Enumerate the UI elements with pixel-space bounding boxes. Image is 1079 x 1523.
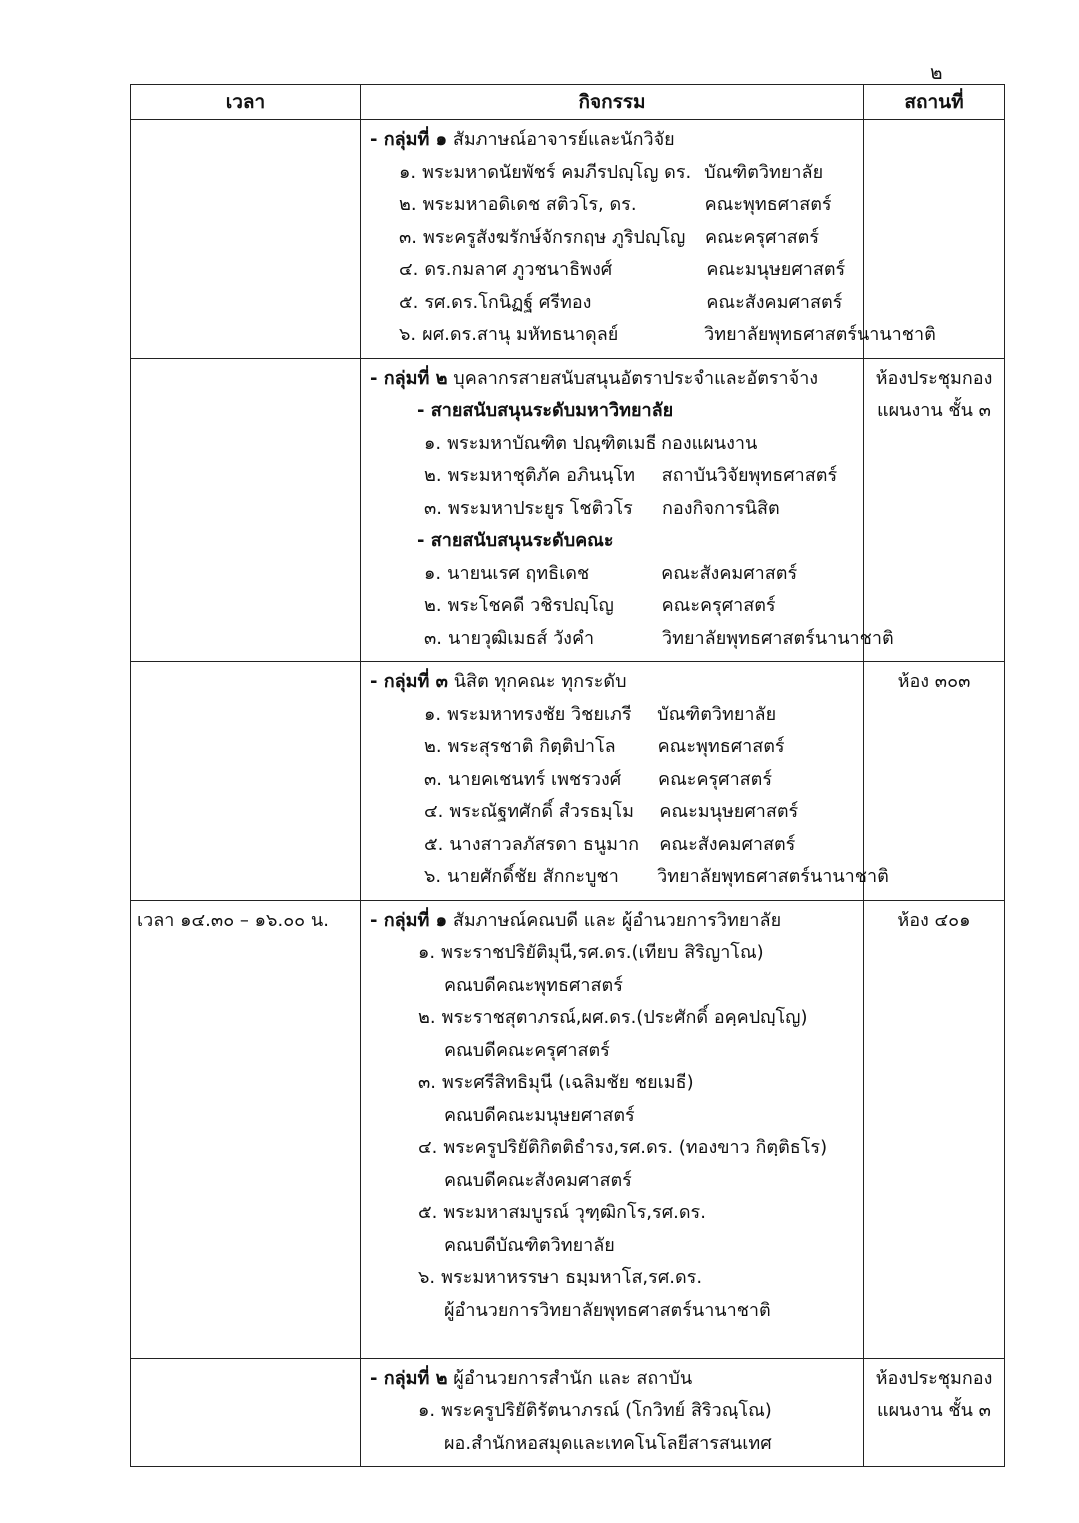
item-org: วิทยาลัยพุทธศาสตร์นานาชาติ	[704, 324, 936, 345]
subgroup-heading: - สายสนับสนุนระดับคณะ	[417, 530, 614, 551]
item-role: คณบดีคณะมนุษยศาสตร์	[444, 1104, 635, 1126]
list-item	[367, 189, 857, 222]
item-number: ๓.	[424, 497, 443, 519]
list-item	[367, 796, 857, 829]
place-line: แผนงาน ชั้น ๓	[877, 1400, 991, 1421]
activity-cell	[361, 120, 936, 359]
item-number: ๑.	[424, 432, 442, 454]
item-number: ๖.	[399, 324, 417, 345]
time-cell	[131, 662, 361, 901]
item-role: ผอ.สำนักหอสมุดและเทคโนโลยีสารสนเทศ	[444, 1432, 772, 1454]
group-label: - กลุ่มที่ ๒	[370, 367, 448, 389]
item-number: ๕.	[399, 291, 419, 313]
subgroup-heading: - สายสนับสนุนระดับมหาวิทยาลัย	[417, 400, 674, 421]
page-number: ๒	[930, 62, 943, 84]
item-org: คณะครุศาสตร์	[658, 768, 773, 790]
header-place: สถานที่	[864, 85, 1005, 120]
item-role: คณบดีคณะสังคมศาสตร์	[444, 1169, 632, 1191]
item-name: พระมหาชุติภัค อภินนฺโท	[447, 465, 635, 486]
activity-cell	[361, 900, 864, 1358]
place-cell	[864, 358, 1005, 662]
item-number: ๒.	[418, 1007, 436, 1028]
place-cell	[864, 900, 1005, 1358]
group-heading	[367, 905, 857, 938]
time-cell	[131, 358, 361, 662]
list-item	[367, 319, 936, 352]
table-row	[131, 1358, 1005, 1467]
item-name: นายนเรศ ฤทธิเดช	[447, 562, 590, 584]
group-heading	[367, 124, 857, 157]
item-number: ๖.	[424, 866, 442, 887]
item-org: คณะครุศาสตร์	[661, 595, 776, 616]
group-title: สัมภาษณ์คณบดี และ ผู้อำนวยการวิทยาลัย	[452, 909, 782, 931]
item-org: วิทยาลัยพุทธศาสตร์นานาชาติ	[662, 627, 894, 649]
table-row	[131, 900, 1005, 1358]
item-number: ๓.	[399, 226, 418, 248]
item-number: ๒.	[424, 736, 442, 757]
item-name: พระศรีสิทธิมุนี (เฉลิมชัย ชยเมธี)	[442, 1072, 694, 1093]
place-line: ห้องประชุมกอง	[875, 1367, 993, 1389]
item-number: ๔.	[399, 259, 419, 280]
item-name: พระมหาทรงชัย วิชยเภรี	[447, 703, 632, 725]
list-item	[367, 1067, 857, 1100]
item-name: นายวุฒิเมธส์ วังคำ	[448, 627, 595, 649]
group-label: - กลุ่มที่ ๑	[370, 129, 448, 150]
item-org: คณะมนุษยศาสตร์	[706, 259, 846, 280]
item-org: บัณฑิตวิทยาลัย	[704, 161, 824, 183]
group-heading	[367, 1363, 857, 1396]
item-org: คณะพุทธศาสตร์	[704, 194, 832, 215]
item-number: ๕.	[418, 1202, 438, 1223]
item-number: ๔.	[424, 801, 444, 822]
table-header-row	[131, 85, 1005, 120]
activity-cell	[361, 662, 889, 901]
list-item	[367, 731, 857, 764]
item-number: ๓.	[424, 768, 443, 790]
list-item	[367, 287, 857, 320]
list-item	[367, 861, 889, 894]
group-label: - กลุ่มที่ ๓	[370, 671, 448, 692]
list-item	[367, 623, 894, 656]
item-role: คณบดีคณะพุทธศาสตร์	[444, 974, 623, 996]
item-role: คณบดีบัณฑิตวิทยาลัย	[444, 1234, 615, 1256]
list-item	[367, 157, 857, 190]
list-item	[367, 1262, 857, 1295]
place-text: ห้อง ๓๐๓	[897, 671, 971, 692]
item-name: นายศักดิ์ชัย สักกะบูชา	[447, 866, 619, 887]
item-org: คณะสังคมศาสตร์	[661, 562, 798, 584]
item-name: พระครูปริยัติกิตติธำรง,รศ.ดร. (ทองขาว กิตฺติธโร)	[443, 1137, 828, 1158]
group-heading	[367, 363, 857, 396]
list-item	[367, 1132, 857, 1165]
header-activity: กิจกรรม	[361, 85, 864, 120]
item-name: พระมหาสมบูรณ์ วุฑฺฒิกโร,รศ.ดร.	[443, 1202, 706, 1223]
list-item	[367, 829, 857, 862]
list-item	[367, 699, 857, 732]
item-number: ๒.	[424, 595, 442, 616]
item-number: ๓.	[418, 1072, 437, 1093]
item-role: คณบดีคณะครุศาสตร์	[444, 1039, 610, 1061]
time-cell	[131, 900, 361, 1358]
time-text: เวลา ๑๔.๓๐ – ๑๖.๐๐ น.	[137, 909, 329, 931]
list-item	[367, 937, 857, 970]
item-org: กองกิจการนิสิต	[662, 497, 780, 519]
item-name: พระโชคดี วชิรปญฺโญ	[447, 595, 614, 616]
table-row	[131, 120, 1005, 359]
activity-cell	[361, 1358, 864, 1467]
header-time: เวลา	[131, 85, 361, 120]
place-text: ห้อง ๔๐๑	[897, 909, 971, 931]
place-line: ห้องประชุมกอง	[875, 367, 993, 389]
item-number: ๑.	[418, 942, 436, 963]
list-item	[367, 1395, 857, 1428]
item-org: วิทยาลัยพุทธศาสตร์นานาชาติ	[657, 866, 889, 887]
table-row	[131, 662, 1005, 901]
item-name: พระราชสุตาภรณ์,ผศ.ดร.(ประศักดิ์ อคฺคปญฺโญ)	[441, 1007, 808, 1028]
item-org: คณะมนุษยศาสตร์	[659, 801, 799, 822]
item-name: พระครูสังฆรักษ์จักรกฤษ ภูริปญฺโญ	[423, 226, 686, 248]
group-title: บุคลากรสายสนับสนุนอัตราประจำและอัตราจ้าง	[453, 367, 819, 389]
group-heading	[367, 666, 857, 699]
item-name: พระมหาประยูร โชติวโร	[448, 497, 633, 519]
item-org: คณะสังคมศาสตร์	[659, 833, 796, 855]
item-role: ผู้อำนวยการวิทยาลัยพุทธศาสตร์นานาชาติ	[444, 1299, 771, 1321]
item-org: สถาบันวิจัยพุทธศาสตร์	[661, 465, 838, 486]
list-item	[367, 1197, 857, 1230]
list-item	[367, 222, 857, 255]
list-item	[367, 764, 857, 797]
item-name: พระมหาบัณฑิต ปณฺฑิตเมธี	[447, 432, 657, 454]
item-number: ๔.	[418, 1137, 438, 1158]
list-item	[367, 590, 857, 623]
item-number: ๒.	[424, 465, 442, 486]
item-name: พระมหาดนัยพัชร์ คมภีรปญฺโญ ดร.	[422, 161, 692, 183]
list-item	[367, 254, 857, 287]
item-number: ๕.	[424, 833, 444, 855]
item-number: ๖.	[418, 1267, 436, 1288]
item-number: ๒.	[399, 194, 417, 215]
item-name: พระครูปริยัติรัตนาภรณ์ (โกวิทย์ สิริวณฺโณ)	[441, 1400, 772, 1421]
list-item	[367, 493, 857, 526]
item-name: พระสุรชาติ กิตฺติปาโล	[447, 736, 616, 757]
item-org: คณะครุศาสตร์	[705, 226, 820, 248]
group-label: - กลุ่มที่ ๑	[370, 909, 448, 931]
item-name: พระมหาอดิเดช สติวโร, ดร.	[422, 194, 637, 215]
group-title: สัมภาษณ์อาจารย์และนักวิจัย	[452, 129, 675, 150]
item-number: ๓.	[424, 627, 443, 649]
time-cell	[131, 1358, 361, 1467]
item-name: พระมหาหรรษา ธมฺมหาโส,รศ.ดร.	[441, 1267, 703, 1288]
item-name: พระณัฐทศักดิ์ สํวรธมฺโม	[449, 801, 634, 822]
item-org: กองแผนงาน	[661, 432, 758, 454]
group-title: นิสิต ทุกคณะ ทุกระดับ	[453, 671, 627, 692]
table-row	[131, 358, 1005, 662]
group-title: ผู้อำนวยการสำนัก และ สถาบัน	[453, 1367, 693, 1389]
item-name: ผศ.ดร.สานุ มหัทธนาดุลย์	[422, 324, 619, 345]
activity-cell	[361, 358, 894, 662]
item-name: นายคเชนทร์ เพชรวงศ์	[448, 768, 622, 790]
list-item	[367, 558, 857, 591]
item-name: นางสาวลภัสรดา ธนูมาก	[449, 833, 639, 855]
item-org: คณะพุทธศาสตร์	[657, 736, 785, 757]
item-number: ๑.	[418, 1400, 436, 1421]
place-line: แผนงาน ชั้น ๓	[877, 400, 991, 421]
list-item	[367, 1002, 857, 1035]
schedule-table	[130, 84, 1005, 1467]
item-org: บัณฑิตวิทยาลัย	[657, 703, 777, 725]
item-name: รศ.ดร.โกนิฏฐ์ ศรีทอง	[424, 291, 592, 313]
list-item	[367, 428, 857, 461]
time-cell	[131, 120, 361, 359]
item-name: ดร.กมลาศ ภูวชนาธิพงศ์	[424, 259, 613, 280]
item-number: ๑.	[424, 703, 442, 725]
item-number: ๑.	[399, 161, 417, 183]
item-number: ๑.	[424, 562, 442, 584]
list-item	[367, 460, 857, 493]
place-cell	[864, 1358, 1005, 1467]
group-label: - กลุ่มที่ ๒	[370, 1367, 448, 1389]
item-org: คณะสังคมศาสตร์	[706, 291, 843, 313]
item-name: พระราชปริยัติมุนี,รศ.ดร.(เทียบ สิริญาโณ)	[441, 942, 764, 963]
